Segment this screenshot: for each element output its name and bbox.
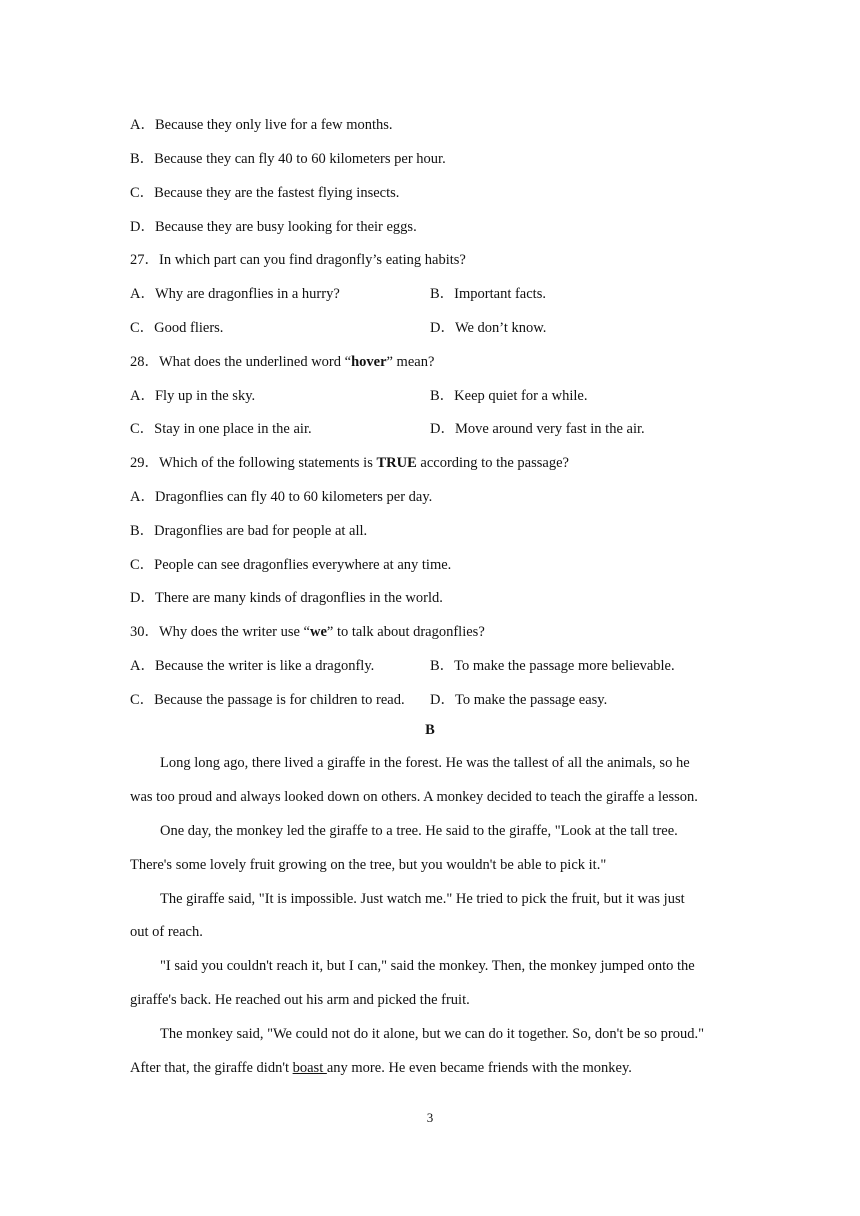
paragraph-1-line-1: Long long ago, there lived a giraffe in the forest. He was the tallest of all the animals, so he	[160, 755, 690, 771]
q29-option-b: B．Dragonflies are bad for people at all.	[130, 523, 368, 539]
q28-option-d: D．Move around very fast in the air.	[430, 421, 645, 437]
q29-option-c: C．People can see dragonflies everywhere at any time.	[130, 557, 452, 573]
paragraph-5-line-1: The monkey said, "We could not do it alone, but we can do it together. So, don't be so proud."	[160, 1026, 705, 1042]
q28-keyword: hover	[351, 354, 387, 370]
paragraph-4-line-2: giraffe's back. He reached out his arm and picked the fruit.	[130, 992, 470, 1008]
section-heading: B	[425, 722, 435, 738]
q27-option-d: D．We don’t know.	[430, 320, 547, 336]
paragraph-3-line-2: out of reach.	[130, 924, 203, 940]
q29-option-a: A．Dragonflies can fly 40 to 60 kilometers per day.	[130, 489, 433, 505]
q30-option-c: C．Because the passage is for children to read.	[130, 692, 405, 708]
paragraph-2-line-2: There's some lovely fruit growing on the tree, but you wouldn't be able to pick it."	[130, 857, 607, 873]
q30-option-b: B．To make the passage more believable.	[430, 658, 675, 674]
paragraph-1-line-2: was too proud and always looked down on others. A monkey decided to teach the giraffe a lesson.	[130, 789, 698, 805]
q26-option-d: D．Because they are busy looking for their eggs.	[130, 219, 417, 235]
q30-keyword: we	[310, 624, 327, 640]
underlined-word-boast: boast	[292, 1060, 327, 1076]
q28-option-a: A．Fly up in the sky.	[130, 388, 256, 404]
q27-option-c: C．Good fliers.	[130, 320, 224, 336]
paragraph-4-line-1: "I said you couldn't reach it, but I can," said the monkey. Then, the monkey jumped onto the	[160, 958, 695, 974]
q30-option-a: A．Because the writer is like a dragonfly.	[130, 658, 375, 674]
paragraph-3-line-1: The giraffe said, "It is impossible. Just watch me." He tried to pick the fruit, but it was just	[160, 891, 685, 907]
q30-stem: 30．Why does the writer use “we” to talk about dragonflies?	[130, 624, 485, 640]
q29-option-d: D．There are many kinds of dragonflies in the world.	[130, 590, 443, 606]
page-number: 3	[426, 1110, 434, 1125]
q28-option-b: B．Keep quiet for a while.	[430, 388, 588, 404]
q28-stem: 28．What does the underlined word “hover” mean?	[130, 354, 435, 370]
q29-keyword: TRUE	[376, 455, 417, 471]
paragraph-5-line-2: After that, the giraffe didn't boast any more. He even became friends with the monkey.	[130, 1060, 632, 1076]
paragraph-2-line-1: One day, the monkey led the giraffe to a tree. He said to the giraffe, "Look at the tall tree.	[160, 823, 678, 839]
q27-option-a: A．Why are dragonflies in a hurry?	[130, 286, 340, 302]
q26-option-a: A．Because they only live for a few months.	[130, 117, 393, 133]
q26-option-b: B．Because they can fly 40 to 60 kilometers per hour.	[130, 151, 446, 167]
q26-option-c: C．Because they are the fastest flying insects.	[130, 185, 400, 201]
q30-option-d: D．To make the passage easy.	[430, 692, 608, 708]
q27-stem: 27．In which part can you find dragonfly’s eating habits?	[130, 252, 466, 268]
q27-option-b: B．Important facts.	[430, 286, 546, 302]
q29-stem: 29．Which of the following statements is TRUE according to the passage?	[130, 455, 569, 471]
q28-option-c: C．Stay in one place in the air.	[130, 421, 312, 437]
